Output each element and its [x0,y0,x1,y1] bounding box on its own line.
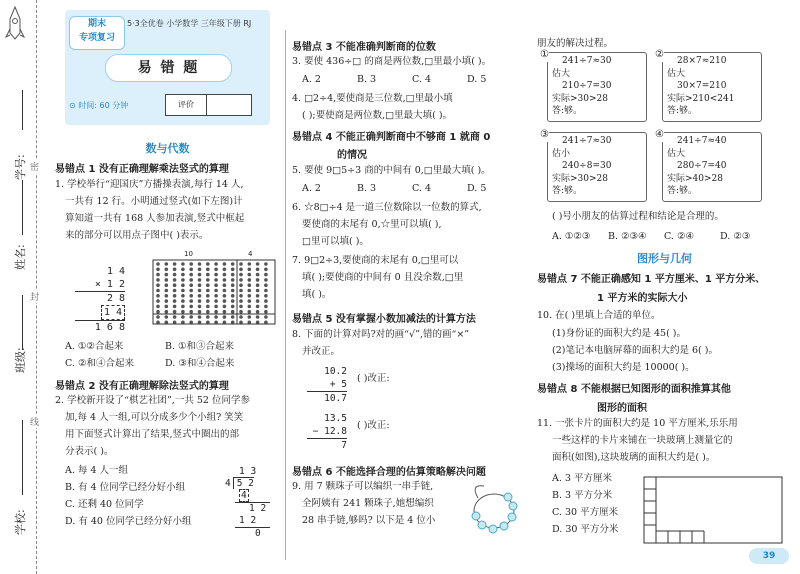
decimal-mark-b[interactable]: ( )改正: [357,420,390,431]
decimal-calc-a: 10.2 + 5 10.7 [307,365,347,405]
dot [156,262,160,266]
dot [156,278,160,282]
dot [264,289,268,293]
dot [264,310,268,314]
option-b[interactable]: B. 3 平方分米 [552,490,613,501]
box-line: 240÷8=30 [562,161,612,171]
dot [239,283,243,287]
question-9-prompt: ( )号小朋友的估算过程和结论是合理的。 [552,211,724,222]
dot [181,278,185,282]
option-c[interactable]: C. ②④ [664,231,695,242]
dot [165,305,169,309]
dot [239,299,243,303]
dot [189,305,193,309]
option-c[interactable]: C. 4 [412,183,432,194]
option-c[interactable]: C. 还剩 40 位同学 [65,499,144,510]
box-line: 241÷7≈30 [562,56,612,66]
column-1 [55,0,280,574]
dot [231,268,235,272]
fold-mark-1: 密 [30,160,39,173]
box-line: 实际>210<241 [667,93,735,104]
box-line: 280÷7=40 [677,161,727,171]
dot [264,278,268,282]
dot [214,289,218,293]
dot [181,294,185,298]
page-number: 39 [749,548,789,564]
dot [256,315,260,319]
box-number: ④ [655,129,664,140]
dot [173,278,177,282]
dot [165,262,169,266]
question-3-options [302,71,527,88]
dot [156,268,160,272]
pitfall-4-heading: 易错点 4 不能正确判断商中不够商 1 就商 0 的情况 [292,132,491,161]
dot [256,294,260,298]
dot [256,278,260,282]
dot [165,273,169,277]
dot [173,294,177,298]
dot [198,310,202,314]
dot [156,283,160,287]
dot [165,299,169,303]
dot [198,289,202,293]
highlighted-partial-product: 1 4 [101,305,125,320]
dot [206,305,210,309]
student-id-field[interactable]: 学号: [8,130,30,190]
pitfall-6-heading: 易错点 6 不能选择合理的估算策略解决问题 [292,467,486,478]
question-3: 3. 要使 436÷□ 的商是两位数,□里最小填( )。 [292,56,492,67]
dot [181,310,185,314]
dot [206,283,210,287]
dot [156,289,160,293]
dot [248,283,252,287]
question-10: 10. 在( )里填上合适的单位。 [537,310,661,321]
dot [189,268,193,272]
question-9-options [552,228,792,245]
dot [173,310,177,314]
dot [256,310,260,314]
question-2: 2. 学校新开设了“棋艺社团”,一共 52 位同学参 加,每 4 人一组,可以分成多少个小组? 笑笑 用下面竖式计算出了结果,竖式中圈出的部 分表示( )。 [55,395,250,457]
division-calc: 1 3 4 5 2 4 1 2 1 2 0 [225,466,270,540]
pitfall-7-heading: 易错点 7 不能正确感知 1 平方厘米、1 平方分米、 1 平方米的实际大小 [537,274,766,304]
dot [223,310,227,314]
dot [223,283,227,287]
dot [231,278,235,282]
dot [231,299,235,303]
dot [264,268,268,272]
estimate-box-4 [655,129,762,202]
dot [181,305,185,309]
dot [214,315,218,319]
option-b[interactable]: B. ②③④ [608,231,647,242]
option-d[interactable]: D. 30 平方分米 [552,524,619,535]
circled-part: 4 [241,490,247,501]
dot [198,273,202,277]
title-plate [105,54,232,82]
question-8: 8. 下面的计算对吗?对的画“√”,错的画“×” 并改正。 [292,329,470,357]
dot [264,299,268,303]
pitfall-5-heading: 易错点 5 没有掌握小数加减法的计算方法 [292,314,476,325]
dot [173,305,177,309]
box-number: ② [655,49,664,60]
box-line: 估大 [667,148,686,159]
dot [198,294,202,298]
rocket-icon [5,5,25,45]
dot [264,262,268,266]
dot [223,305,227,309]
box-line: 估大 [667,68,686,79]
dot [173,273,177,277]
option-a[interactable]: A. 2 [302,183,321,194]
dot [239,262,243,266]
dot [256,299,260,303]
dot [239,294,243,298]
option-d[interactable]: D. 5 [467,183,487,194]
dot [198,268,202,272]
dot [231,294,235,298]
option-d[interactable]: D. ③和④合起来 [165,358,235,369]
dot [173,315,177,319]
school-field[interactable]: 学校: [8,500,30,560]
dot [206,294,210,298]
dot [189,273,193,277]
dot [231,315,235,319]
dot [223,268,227,272]
question-11-options [552,470,652,538]
column-3 [537,0,792,574]
dot [198,262,202,266]
dot [206,289,210,293]
question-1-options [65,338,280,372]
dot [264,315,268,319]
dot [181,289,185,293]
name-field[interactable]: 姓名: [8,240,30,300]
pitfall-8-heading: 易错点 8 不能根据已知图形的面积推算其他 图形的面积 [537,384,731,414]
dot [239,278,243,282]
dot [181,262,185,266]
dot [231,310,235,314]
dot [223,273,227,277]
question-1: 1. 学校举行“迎国庆”方播操表演,每行 14 人, 一共有 12 行。小明通过竖式(如下左图)计 算知道一共有 168 人参加表演,竖式中框起 来的部分可以用点子图中( )表示。 [55,179,245,241]
pitfall-1-heading: 易错点 1 没有正确理解乘法竖式的算理 [55,164,229,175]
dot [256,273,260,277]
dot [189,283,193,287]
dot [189,278,193,282]
dot [173,289,177,293]
box-line: 答:够。 [667,106,698,116]
dot [231,305,235,309]
dot [248,310,252,314]
dot [223,278,227,282]
dot [198,299,202,303]
dot [206,268,210,272]
box-line: 241÷7≈40 [677,136,727,146]
box-line: 实际>40>28 [667,173,723,184]
box-line: 估大 [552,68,571,79]
dot [223,262,227,266]
dot [239,273,243,277]
option-a[interactable]: A. ①②③ [552,231,591,242]
dot [189,315,193,319]
header-panel [65,10,270,125]
section-geometry: 图形与几何 [637,252,692,265]
dot [214,283,218,287]
dot [206,278,210,282]
fold-mark-2: 封 [30,290,39,303]
option-b[interactable]: B. 3 [357,74,377,85]
dot [165,268,169,272]
dot [156,299,160,303]
dot [165,278,169,282]
dot [214,310,218,314]
column-divider [285,30,286,560]
time-limit: ⊙ 时间: 60 分钟 [69,101,129,110]
fold-mark-3: 线 [30,415,39,428]
dot [206,262,210,266]
dot [173,262,177,266]
question-7: 7. 9□2÷3,要使商的末尾有 0,□里可以 填( );要使商的中间有 0 且没余数,□里 填( )。 [292,255,464,300]
q10-item-1[interactable]: (1)身份证的面积大约是 45( )。 [552,328,686,339]
dot [165,310,169,314]
dot [165,315,169,319]
dot [239,315,243,319]
box-line: 实际>30>28 [552,93,608,104]
box-number: ① [540,49,549,60]
option-b[interactable]: B. ①和③合起来 [165,341,235,352]
dot [214,268,218,272]
dot [198,315,202,319]
dot [248,262,252,266]
dot [248,305,252,309]
question-6: 6. ☆8□÷4 是一道三位数除以一位数的算式, 要使商的末尾有 0,☆里可以填( ), □里可以填( )。 [292,202,482,247]
dot [248,273,252,277]
pitfall-2-heading: 易错点 2 没有正确理解除法竖式的算理 [55,381,229,392]
question-4: 4. □2÷4,要使商是三位数,□里最小填 ( );要使商是两位数,□里最大填( )。 [292,93,453,121]
dot [248,289,252,293]
page-title: 易 错 题 [137,60,200,76]
score-box[interactable]: 评价 [165,94,252,116]
dot [231,273,235,277]
bead-bracelet-icon [464,478,524,538]
dot [264,273,268,277]
dot [173,299,177,303]
dot [231,283,235,287]
dot [165,283,169,287]
dot [156,315,160,319]
dot [256,268,260,272]
dot [231,289,235,293]
dot [198,283,202,287]
dot [206,299,210,303]
dot [248,278,252,282]
dot [223,294,227,298]
question-9-intro: 朋友的解决过程。 [537,38,614,49]
dot [189,310,193,314]
box-line: 估小 [552,148,571,159]
decimal-calc-b: 13.5 − 12.8 7 [307,412,347,452]
binding-strip [0,0,55,574]
dot [223,289,227,293]
dot [264,305,268,309]
question-9: 9. 用 7 颗珠子可以编织一串手链, 全阿姨有 241 颗珠子,她想编织 28 串手链,够吗? 以下是 4 位小 [292,481,436,526]
column-2 [292,0,527,574]
dot [189,299,193,303]
dot [165,294,169,298]
class-field[interactable]: 班级: [8,355,30,415]
dot [156,310,160,314]
option-a[interactable]: A. 2 [302,74,321,85]
box-number: ③ [540,129,549,140]
dot [156,273,160,277]
dot [248,268,252,272]
dot [223,299,227,303]
dot-grid-figure: 10 4 [150,258,280,332]
estimate-box-3 [540,129,647,202]
dot [264,283,268,287]
option-c[interactable]: C. 30 平方厘米 [552,507,619,518]
option-d[interactable]: D. 5 [467,74,487,85]
dot [181,299,185,303]
box-line: 241÷7≈30 [562,136,612,146]
box-line: 答:够。 [552,106,583,116]
dot [256,262,260,266]
box-line: 答:够。 [552,186,583,196]
option-d[interactable]: D. ②③ [720,231,751,242]
dot [239,268,243,272]
decimal-mark-a[interactable]: ( )改正: [357,373,390,384]
dot [239,289,243,293]
dot [214,305,218,309]
option-b[interactable]: B. 3 [357,183,377,194]
series-label: 5·3全优卷 小学数学 三年级下册 RJ [127,19,252,28]
option-c[interactable]: C. ②和④合起来 [65,358,134,369]
clock-icon: ⊙ [69,101,79,110]
box-line: 28×7≈210 [677,56,727,66]
option-a[interactable]: A. 每 4 人一组 [65,465,128,476]
dot [156,294,160,298]
dot [214,262,218,266]
dot [181,268,185,272]
dot [198,305,202,309]
dot [189,262,193,266]
dot [214,294,218,298]
box-line: 210÷7=30 [562,81,612,91]
dot [248,294,252,298]
dot [256,283,260,287]
dot [264,294,268,298]
question-5-options [302,180,527,197]
question-10-items [552,325,792,376]
dot [189,294,193,298]
option-a[interactable]: A. 3 平方厘米 [552,473,612,484]
dot [173,268,177,272]
estimate-box-2 [655,49,762,122]
dot [206,315,210,319]
dot [214,299,218,303]
section-number-algebra: 数与代数 [145,142,190,155]
dot [181,283,185,287]
dot [214,278,218,282]
dot [214,273,218,277]
q10-item-2[interactable]: (2)笔记本电脑屏幕的面积大约是 6( )。 [552,345,718,356]
question-2-options [65,462,215,530]
dot [198,278,202,282]
option-b[interactable]: B. 有 4 位同学已经分好小组 [65,482,186,493]
dot [239,310,243,314]
dot [206,273,210,277]
box-line: 实际>30>28 [552,173,608,184]
dot [248,315,252,319]
dot [206,310,210,314]
dot [256,289,260,293]
estimate-box-1 [540,49,647,122]
dot [231,262,235,266]
dot [165,289,169,293]
dot [181,273,185,277]
box-line: 答:够。 [667,186,698,196]
question-11: 11. 一张卡片的面积大约是 10 平方厘米,乐乐用 一些这样的卡片来铺在一块玻璃上测量它的 面积(如图),这块玻璃的面积大约是( )。 [537,418,738,463]
dot [173,283,177,287]
box-line: 30×7=210 [677,81,727,91]
dot [239,305,243,309]
option-d[interactable]: D. 有 40 位同学已经分好小组 [65,516,192,527]
dot [156,305,160,309]
cut-line [36,0,37,574]
dot [189,289,193,293]
dot-grid [150,258,280,328]
glass-card-figure [642,475,784,545]
question-5: 5. 要使 9□5÷3 商的中间有 0,□里最大填( )。 [292,165,491,176]
dot [248,299,252,303]
q10-item-3[interactable]: (3)操场的面积大约是 10000( )。 [552,362,695,373]
dot [223,315,227,319]
multiplication-calc: 1 4 × 1 2 2 8 1 4 1 6 8 [75,265,125,334]
pitfall-3-heading: 易错点 3 不能准确判断商的位数 [292,42,436,53]
dot [256,305,260,309]
option-a[interactable]: A. ①②合起来 [65,341,124,352]
review-badge: 期末 专项复习 [69,16,125,50]
option-c[interactable]: C. 4 [412,74,432,85]
dot [181,315,185,319]
